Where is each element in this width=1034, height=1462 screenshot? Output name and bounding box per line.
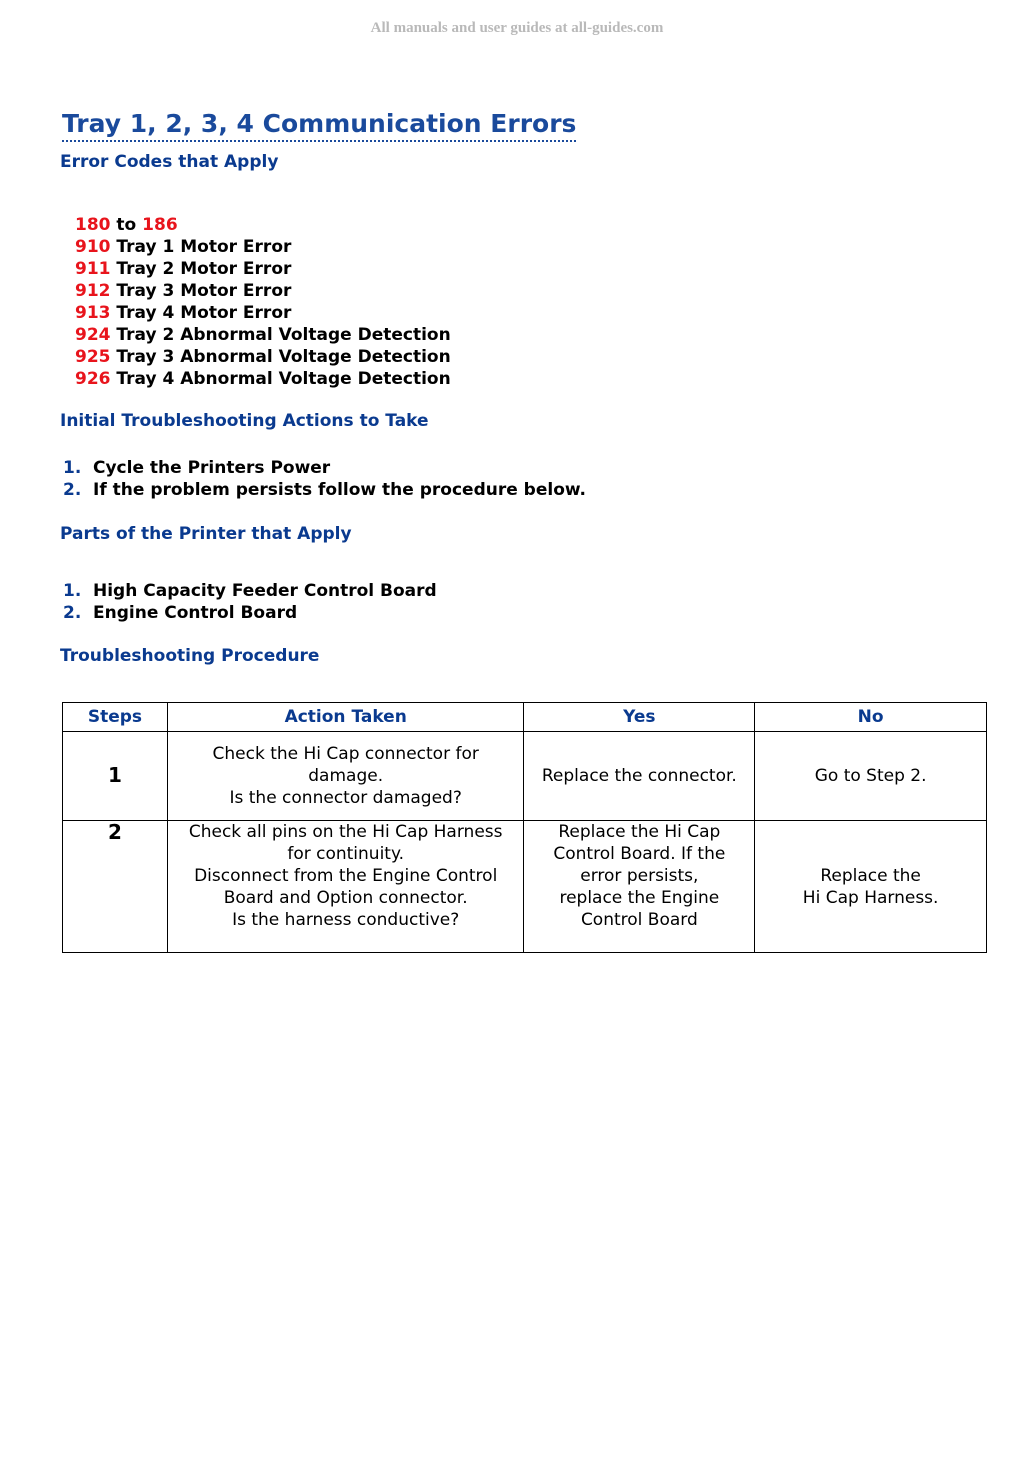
- list-number: 2.: [63, 603, 82, 623]
- action-cell: [167, 732, 524, 821]
- parts-list: [63, 580, 437, 624]
- no-cell: [755, 821, 987, 953]
- yes-line: error persists,: [580, 866, 699, 886]
- error-code-item: [75, 280, 451, 302]
- yes-line: Control Board. If the: [553, 844, 726, 864]
- error-code-list: [75, 214, 451, 390]
- error-code-item: [75, 368, 451, 390]
- action-line: Board and Option connector.: [223, 888, 468, 908]
- error-code-description: Tray 2 Abnormal Voltage Detection: [116, 325, 451, 345]
- header-yes: Yes: [524, 703, 755, 732]
- list-item: [63, 602, 437, 624]
- initial-actions-list: [63, 457, 586, 501]
- error-code-item: [75, 346, 451, 368]
- list-item: [63, 479, 586, 501]
- action-line: Disconnect from the Engine Control: [194, 866, 498, 886]
- list-item: [63, 457, 586, 479]
- yes-line: replace the Engine: [559, 888, 720, 908]
- section-heading-error-codes: Error Codes that Apply: [60, 152, 279, 172]
- error-code-number: 926: [75, 369, 111, 389]
- error-code-number: 910: [75, 237, 111, 257]
- action-line: damage.: [308, 766, 384, 786]
- error-code-description: Tray 3 Abnormal Voltage Detection: [116, 347, 451, 367]
- action-line: Is the connector damaged?: [229, 788, 462, 808]
- table-row: [63, 821, 987, 953]
- site-banner: All manuals and user guides at all-guides.com: [370, 20, 664, 36]
- no-line: Hi Cap Harness.: [802, 887, 939, 908]
- error-code-description: Tray 1 Motor Error: [116, 237, 292, 257]
- list-text: Cycle the Printers Power: [93, 458, 331, 478]
- action-line: for continuity.: [287, 844, 405, 864]
- error-code-number: 912: [75, 281, 111, 301]
- troubleshooting-table: [62, 702, 987, 953]
- yes-cell: [524, 732, 755, 821]
- error-code-number: 924: [75, 325, 111, 345]
- error-code-item: [75, 302, 451, 324]
- table-row: [63, 732, 987, 821]
- step-cell: [63, 732, 168, 821]
- list-text: Engine Control Board: [93, 603, 298, 623]
- step-number: 2: [107, 820, 122, 844]
- list-number: 1.: [63, 458, 82, 478]
- yes-cell: [524, 821, 755, 953]
- action-line: Is the harness conductive?: [232, 910, 460, 930]
- section-heading-procedure: Troubleshooting Procedure: [60, 646, 320, 666]
- yes-line: Replace the connector.: [541, 766, 737, 786]
- header-action-taken: Action Taken: [167, 703, 524, 732]
- error-code-number: 913: [75, 303, 111, 323]
- section-heading-initial-actions: Initial Troubleshooting Actions to Take: [60, 411, 429, 431]
- list-number: 1.: [63, 581, 82, 601]
- yes-line: Replace the Hi Cap: [558, 822, 721, 842]
- error-code-description: Tray 4 Abnormal Voltage Detection: [116, 369, 451, 389]
- error-code-item: [75, 258, 451, 280]
- error-code-description: Tray 3 Motor Error: [116, 281, 292, 301]
- no-line: Replace the: [820, 865, 921, 886]
- page-title: Tray 1, 2, 3, 4 Communication Errors: [62, 108, 576, 142]
- yes-line: Control Board: [580, 910, 698, 930]
- table-header-row: [63, 703, 987, 732]
- header-steps: Steps: [63, 703, 168, 732]
- no-cell: [755, 732, 987, 821]
- error-code-number: 911: [75, 259, 111, 279]
- section-heading-parts: Parts of the Printer that Apply: [60, 524, 352, 544]
- step-number: 1: [107, 763, 122, 787]
- error-code-item: [75, 236, 451, 258]
- action-line: Check the Hi Cap connector for: [212, 744, 479, 764]
- list-text: High Capacity Feeder Control Board: [93, 581, 437, 601]
- error-code-number: 925: [75, 347, 111, 367]
- range-start-code: 180: [75, 215, 111, 235]
- range-end-code: 186: [142, 215, 178, 235]
- error-code-range: [75, 214, 451, 236]
- error-code-description: Tray 2 Motor Error: [116, 259, 292, 279]
- range-to-word: to: [116, 215, 137, 235]
- action-line: Check all pins on the Hi Cap Harness: [188, 822, 503, 842]
- header-no: No: [755, 703, 987, 732]
- list-text: If the problem persists follow the procedure below.: [93, 480, 586, 500]
- list-number: 2.: [63, 480, 82, 500]
- step-cell: [63, 821, 168, 953]
- action-cell: [167, 821, 524, 953]
- error-code-description: Tray 4 Motor Error: [116, 303, 292, 323]
- error-code-item: [75, 324, 451, 346]
- list-item: [63, 580, 437, 602]
- no-line: Go to Step 2.: [814, 766, 927, 786]
